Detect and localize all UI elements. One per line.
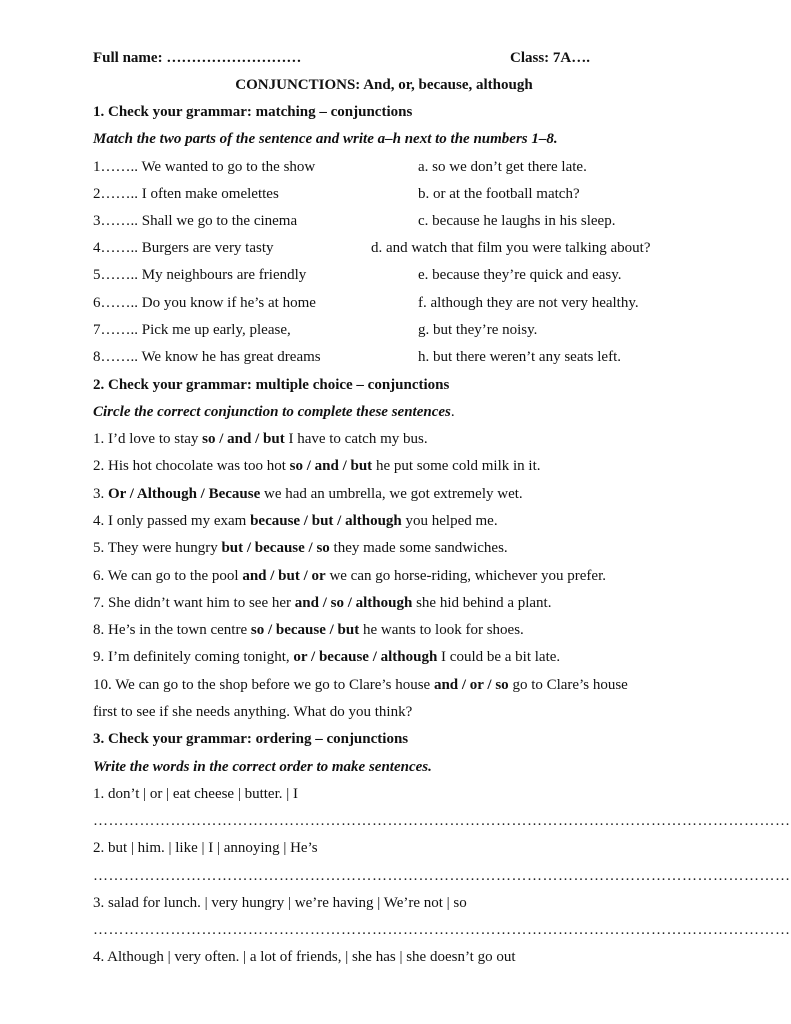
mc-item-9: 9. I’m definitely coming tonight, or / because / although I could be a bit late.	[93, 649, 561, 665]
match-left-4: 4…….. Burgers are very tasty	[93, 240, 274, 256]
mc-item-5: 5. They were hungry but / because / so they made some sandwiches.	[93, 540, 508, 556]
mc-choice[interactable]: or / because / although	[293, 649, 438, 665]
order-item-1: 1. don’t | or | eat cheese | butter. | I	[93, 786, 299, 802]
match-left-7: 7…….. Pick me up early, please,	[93, 322, 291, 338]
mc-choice[interactable]: so / because / but	[250, 622, 360, 638]
mc-choice[interactable]: because / but / although	[250, 513, 402, 529]
match-right-a: a. so we don’t get there late.	[418, 159, 587, 175]
match-left-2: 2…….. I often make omelettes	[93, 186, 279, 202]
section2-instruction-text: Circle the correct conjunction to complete these sentences	[93, 404, 451, 420]
mc-choice[interactable]: so / and / but	[289, 458, 373, 474]
section2-instruction	[93, 402, 708, 422]
match-left-1: 1…….. We wanted to go to the show	[93, 159, 316, 175]
mc-item-7: 7. She didn’t want him to see her and / so / although she hid behind a plant.	[93, 595, 552, 611]
match-right-c: c. because he laughs in his sleep.	[418, 213, 616, 229]
answer-line-2[interactable]: ………………………………………………………………………………………………………………………	[93, 868, 791, 884]
mc-choice[interactable]: and / so / although	[294, 595, 413, 611]
match-right-d: d. and watch that film you were talking about?	[371, 240, 651, 256]
match-left-8: 8…….. We know he has great dreams	[93, 349, 321, 365]
mc-item-2: 2. His hot chocolate was too hot so / and / but he put some cold milk in it.	[93, 458, 541, 474]
match-right-e: e. because they’re quick and easy.	[418, 267, 622, 283]
page-title: CONJUNCTIONS: And, or, because, although	[235, 77, 533, 93]
mc-choice[interactable]: but / because / so	[221, 540, 330, 556]
order-item-2: 2. but | him. | like | I | annoying | He’s	[93, 840, 318, 856]
match-left-3: 3…….. Shall we go to the cinema	[93, 213, 298, 229]
mc-item-4: 4. I only passed my exam because / but / although you helped me.	[93, 513, 498, 529]
section2-instruction-period: .	[450, 404, 455, 420]
match-right-g: g. but they’re noisy.	[418, 322, 538, 338]
mc-choice[interactable]: and / or / so	[433, 677, 509, 693]
section3-instruction: Write the words in the correct order to make sentences.	[93, 759, 432, 775]
match-right-f: f. although they are not very healthy.	[418, 295, 639, 311]
order-item-3: 3. salad for lunch. | very hungry | we’re having | We’re not | so	[93, 895, 467, 911]
mc-item-8: 8. He’s in the town centre so / because / but he wants to look for shoes.	[93, 622, 524, 638]
mc-item-10-continued: first to see if she needs anything. What do you think?	[93, 704, 413, 720]
full-name-label: Full name: ………………………	[93, 50, 302, 66]
order-item-4: 4. Although | very often. | a lot of friends, | she has | she doesn’t go out	[93, 949, 516, 965]
match-left-5: 5…….. My neighbours are friendly	[93, 267, 307, 283]
mc-item-6: 6. We can go to the pool and / but / or we can go horse-riding, whichever you prefer.	[93, 568, 606, 584]
answer-line-3[interactable]: ………………………………………………………………………………………………………………………	[93, 922, 791, 938]
mc-item-1: 1. I’d love to stay so / and / but I have to catch my bus.	[93, 431, 428, 447]
match-left-6: 6…….. Do you know if he’s at home	[93, 295, 316, 311]
section1-instruction: Match the two parts of the sentence and write a–h next to the numbers 1–8.	[93, 131, 558, 147]
mc-item-3: 3. Or / Although / Because we had an umbrella, we got extremely wet.	[93, 486, 523, 502]
mc-choice[interactable]: and / but / or	[242, 568, 326, 584]
mc-item-10: 10. We can go to the shop before we go to Clare’s house and / or / so go to Clare’s house	[93, 677, 628, 693]
section2-heading: 2. Check your grammar: multiple choice – conjunctions	[93, 377, 450, 393]
section1-heading: 1. Check your grammar: matching – conjunctions	[93, 104, 413, 120]
mc-choice[interactable]: Or / Although / Because	[108, 486, 261, 502]
answer-line-1[interactable]: ………………………………………………………………………………………………………………………	[93, 813, 791, 829]
match-right-h: h. but there weren’t any seats left.	[418, 349, 621, 365]
match-right-b: b. or at the football match?	[418, 186, 580, 202]
mc-choice[interactable]: so / and / but	[202, 431, 285, 447]
class-label: Class: 7A….	[510, 50, 591, 66]
section3-heading: 3. Check your grammar: ordering – conjunctions	[93, 731, 409, 747]
